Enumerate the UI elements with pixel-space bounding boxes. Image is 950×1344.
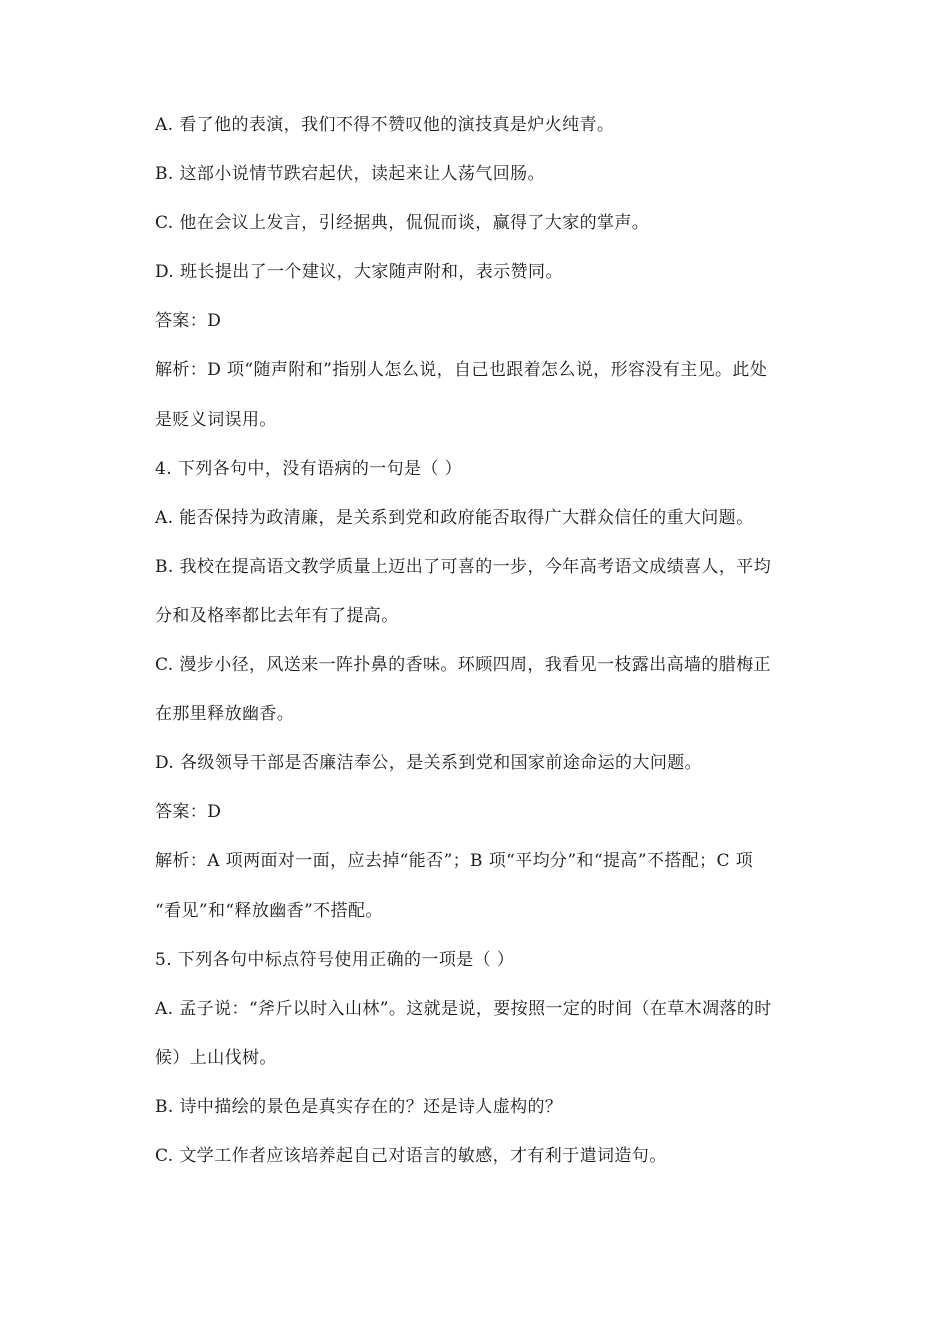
option-line: D. 班长提出了一个建议，大家随声附和，表示赞同。 <box>155 262 563 283</box>
option-line: 分和及格率都比去年有了提高。 <box>155 605 399 626</box>
option-line: C. 他在会议上发言，引经据典，侃侃而谈，赢得了大家的掌声。 <box>155 213 650 234</box>
explanation-line: 是贬义词误用。 <box>155 409 277 430</box>
explanation-line: “看见”和“释放幽香”不搭配。 <box>155 900 383 921</box>
option-line: B. 我校在提高语文教学质量上迈出了可喜的一步，今年高考语文成绩喜人，平均 <box>155 556 772 577</box>
document-body <box>155 108 845 1188</box>
answer-line: 答案：D <box>155 802 222 823</box>
question-line: 4. 下列各句中，没有语病的一句是（ ） <box>155 458 463 479</box>
option-line: 在那里释放幽香。 <box>155 704 295 725</box>
explanation-line: 解析：A 项两面对一面，应去掉“能否”；B 项“平均分”和“提高”不搭配；C 项 <box>155 851 754 872</box>
option-line: D. 各级领导干部是否廉洁奉公，是关系到党和国家前途命运的大问题。 <box>155 753 703 774</box>
option-line: A. 能否保持为政清廉，是关系到党和政府能否取得广大群众信任的重大问题。 <box>155 507 754 528</box>
option-line: A. 孟子说：“斧斤以时入山林”。这就是说，要按照一定的时间（在草木凋落的时 <box>155 998 772 1019</box>
option-line: C. 漫步小径，风送来一阵扑鼻的香味。环顾四周，我看见一枝露出高墙的腊梅正 <box>155 655 772 676</box>
option-line: A. 看了他的表演，我们不得不赞叹他的演技真是炉火纯青。 <box>155 115 615 135</box>
option-line: B. 这部小说情节跌宕起伏，读起来让人荡气回肠。 <box>155 164 545 185</box>
option-line: C. 文学工作者应该培养起自己对语言的敏感，才有利于遣词造句。 <box>155 1145 667 1166</box>
question-line: 5. 下列各句中标点符号使用正确的一项是（ ） <box>155 949 515 970</box>
option-line: 候）上山伐树。 <box>155 1047 277 1068</box>
explanation-line: 解析：D 项“随声附和”指别人怎么说，自己也跟着怎么说，形容没有主见。此处 <box>155 360 768 381</box>
option-line: B. 诗中描绘的景色是真实存在的？还是诗人虚构的？ <box>155 1096 563 1117</box>
answer-line: 答案：D <box>155 311 222 332</box>
